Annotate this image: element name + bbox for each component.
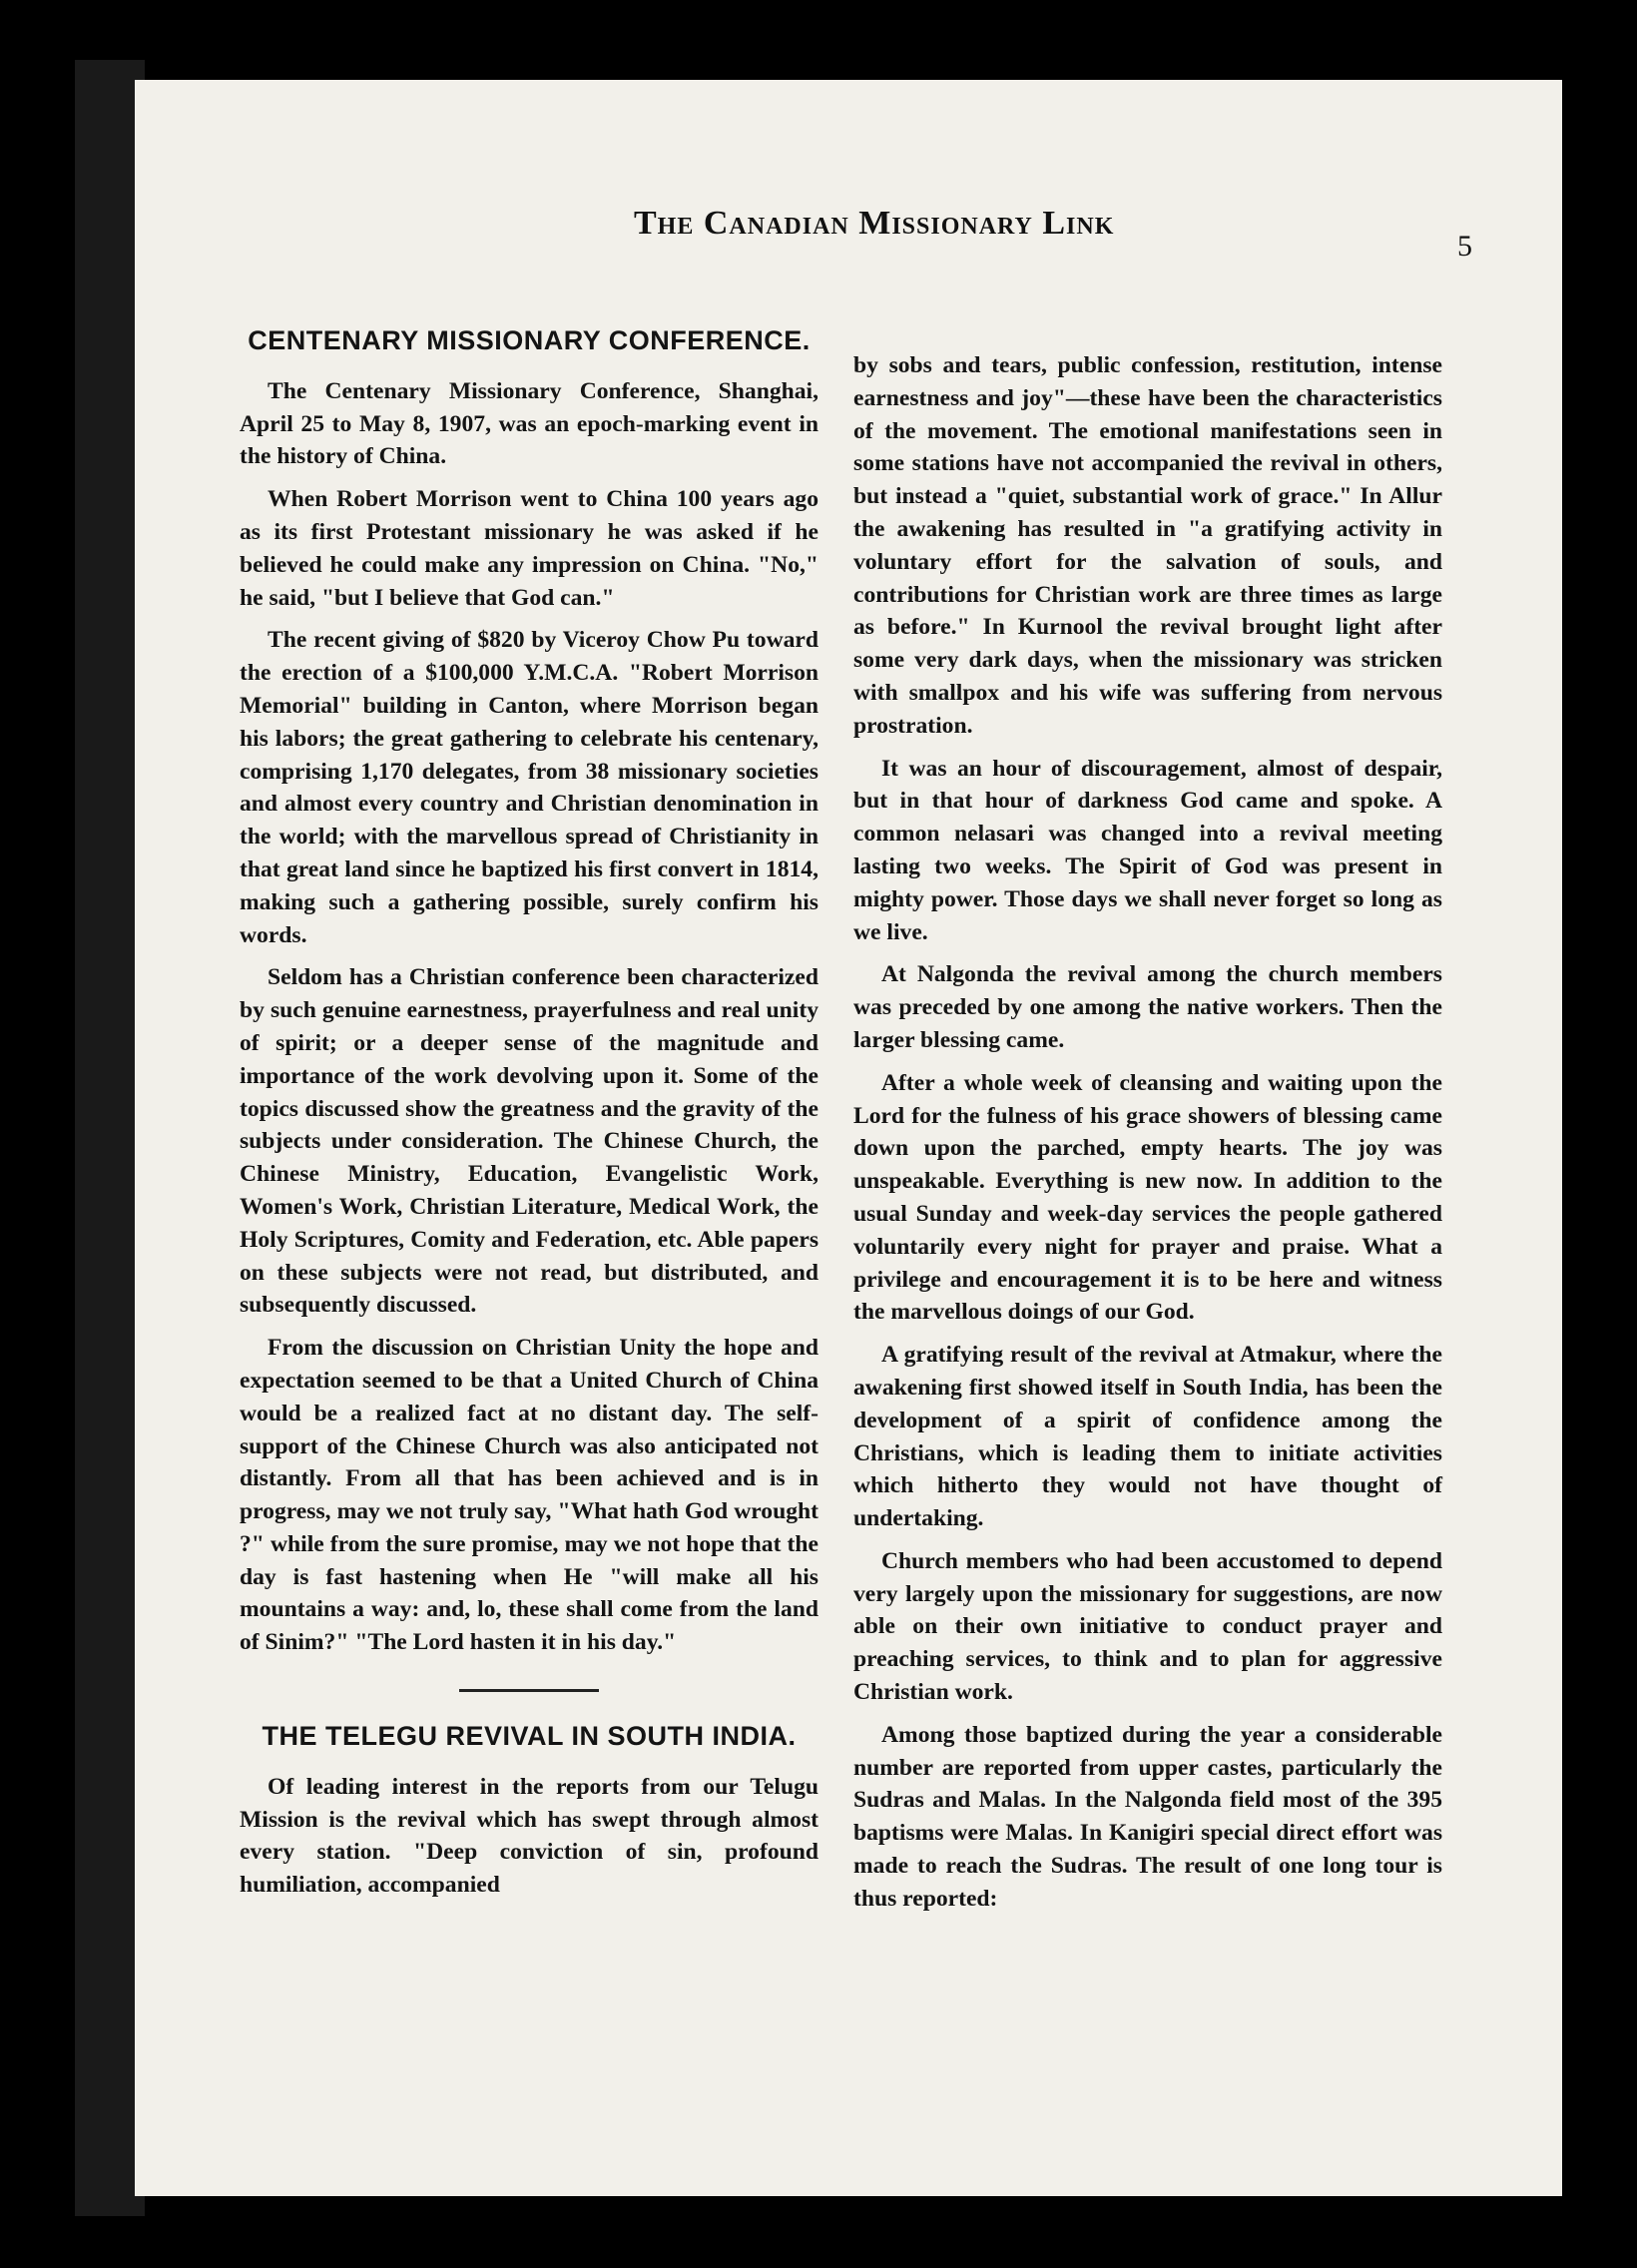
page-number: 5 — [1457, 230, 1472, 263]
paragraph: After a whole week of cleansing and waiting upon the Lord for the fulness of his grace showers of blessing came down upon the parched, empty hearts. The joy was unspeakable. Everything is new now. In addition to the usual Sunday and week-day services the people gathered voluntarily every night for prayer and praise. What a privilege and encouragement it is to be here and witness the marvellous doings of our God. — [853, 1069, 1442, 1326]
paragraph: Seldom has a Christian conference been characterized by such genuine earnestness, prayerfulness and real unity of spirit; or a deeper sense of the magnitude and importance of the work devolving upon it. Some of the topics discussed show the greatness and the gravity of the subjects under consideration. The Chinese Church, the Chinese Ministry, Education, Evangelistic Work, Women's Work, Christian Literature, Medical Work, the Holy Scriptures, Comity and Federation, etc. Able papers on these subjects were not read, but distributed, and subsequently discussed. — [240, 964, 818, 1319]
article-heading-telegu-revival: THE TELEGU REVIVAL IN SOUTH INDIA. — [262, 1721, 797, 1752]
running-title: The Canadian Missionary Link — [634, 205, 1115, 242]
paragraph: by sobs and tears, public confession, restitution, intense earnestness and joy"—these have been the characteristics of the movement. The emotional manifestations seen in some stations have not accompanied the revival in others, but instead a "quiet, substantial work of grace." In Allur the awakening has resulted in "a gratifying activity in voluntary effort for the salvation of souls, and contributions for Christian work are three times as large as before." In Kurnool the revival brought light after some very dark days, when the missionary was stricken with smallpox and his wife was suffering from nervous prostration. — [853, 352, 1442, 739]
paragraph: Church members who had been accustomed to depend very largely upon the missionary for suggestions, are now able on their own initiative to conduct prayer and preaching services, to think and to plan for aggressive Christian work. — [853, 1547, 1442, 1706]
paragraph: The recent giving of $820 by Viceroy Chow Pu toward the erection of a $100,000 Y.M.C.A. "Robert Morrison Memorial" building in Canton, where Morrison began his labors; the great gathering to celebrate his centenary, comprising 1,170 delegates, from 38 missionary societies and almost every country and Christian denomination in the world; with the marvellous spread of Christianity in that great land since he baptized his first convert in 1814, making such a gathering possible, surely confirm his words. — [240, 627, 818, 948]
left-column — [240, 324, 818, 1912]
paragraph: At Nalgonda the revival among the church members was preceded by one among the native workers. Then the larger blessing came. — [853, 961, 1442, 1053]
paragraph: It was an hour of discouragement, almost of despair, but in that hour of darkness God came and spoke. A common nelasari was changed into a revival meeting lasting two weeks. The Spirit of God was present in mighty power. Those days we shall never forget so long as we live. — [853, 755, 1442, 945]
paragraph: Among those baptized during the year a considerable number are reported from upper castes, particularly the Sudras and Malas. In the Nalgonda field most of the 395 baptisms were Malas. In Kanigiri special direct effort was made to reach the Sudras. The result of one long tour is thus reported: — [853, 1721, 1442, 1912]
paragraph: A gratifying result of the revival at Atmakur, where the awakening first showed itself in South India, has been the development of a spirit of confidence among the Christians, which is leading them to initiate activities which hitherto they would not have thought of undertaking. — [853, 1342, 1442, 1532]
paragraph: The Centenary Missionary Conference, Shanghai, April 25 to May 8, 1907, was an epoch-marking event in the history of China. — [240, 377, 818, 470]
scanned-page — [135, 80, 1562, 2196]
paragraph: When Robert Morrison went to China 100 years ago as its first Protestant missionary he was asked if he believed he could make any impression on China. "No," he said, "but I believe that God can." — [240, 486, 818, 611]
paragraph: From the discussion on Christian Unity the hope and expectation seemed to be that a United Church of China would be a realized fact at no distant day. The self-support of the Chinese Church was also anticipated not distantly. From all that has been achieved and is in progress, may we not truly say, "What hath God wrought ?" while from the sure promise, may we not hope that the day is fast hastening when He "will make all his mountains a way: and, lo, these shall come from the land of Sinim?" "The Lord hasten it in his day." — [240, 1335, 818, 1656]
section-divider — [459, 1689, 599, 1692]
article-heading-centenary: CENTENARY MISSIONARY CONFERENCE. — [248, 325, 811, 355]
right-column — [853, 349, 1442, 1926]
paragraph: Of leading interest in the reports from our Telugu Mission is the revival which has swept through almost every station. "Deep conviction of sin, profound humiliation, accompanied — [240, 1773, 818, 1899]
